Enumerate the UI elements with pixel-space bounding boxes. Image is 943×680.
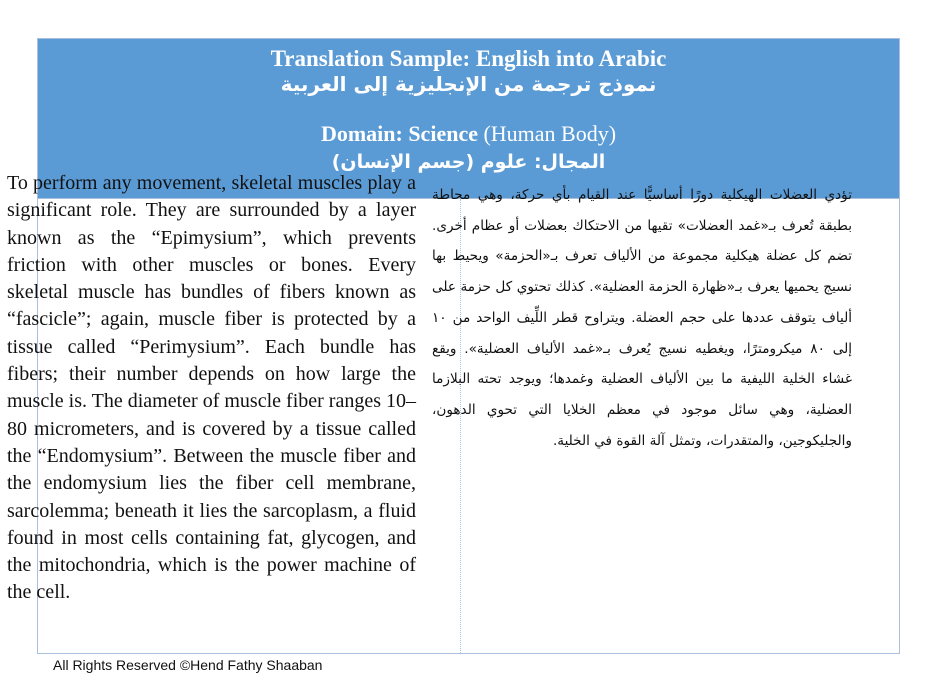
domain-english [38,121,899,147]
arabic-text: تؤدي العضلات الهيكلية دورًا أساسيًّا عند القيام بأي حركة، وهي محاطة بطبقة تُعرف بـ«غمد العضلات» تقيها من الاحتكاك بعضلات أو عظام أخرى. تضم كل عضلة هيكلية مجموعة من الألياف تعرف بـ«الحزمة» ويحيط بها نسيج يحميها يعرف بـ«ظهارة الحزمة العضلية». كذلك تحتوي كل حزمة على ألياف يتوقف عددها على حجم العضلة. ويتراوح قطر اللِّيف الواحد من ١٠ إلى ٨٠ ميكرومترًا، ويغطيه نسيج يُعرف بـ«غمد الألياف العضلية». ويقع غشاء الخلية الليفية ما بين الألياف العضلية وغمدها؛ ويوجد تحته البلازما العضلية، وهي سائل موجود في معظم الخلايا التي تحوي الدهون، والجليكوجين، والمتقدرات، وتمثل آلة القوة في الخلية. [432,187,852,449]
title-english: Translation Sample: English into Arabic [270,46,667,71]
copyright-notice: All Rights Reserved ©Hend Fathy Shaaban [53,657,323,673]
domain-label: Domain: Science [320,121,478,146]
domain-arabic: المجال: علوم (جسم الإنسان) [331,151,606,173]
title-arabic: نموذج ترجمة من الإنجليزية إلى العربية [280,72,657,96]
domain-detail: (Human Body) [477,121,617,146]
english-text: To perform any movement, skeletal muscles play a significant role. They are surrounded by a layer known as the “Epimysium”, which prevents friction with other muscles or bones. Every skeletal muscle has bundles of fibers known as “fascicle”; again, muscle fiber is protected by a tissue called “Perimysium”. Each bundle has fibers; their number depends on how large the muscle is. The diameter of muscle fiber ranges 10–80 micrometers, and is covered by a tissue called the “Endomysium”. Between the muscle fiber and the endomysium lies the fiber cell membrane, sarcolemma; beneath it lies the sarcoplasm, a fluid found in most cells containing fat, glycogen, and the mitochondria, which is the power machine of the cell. [7,172,416,604]
